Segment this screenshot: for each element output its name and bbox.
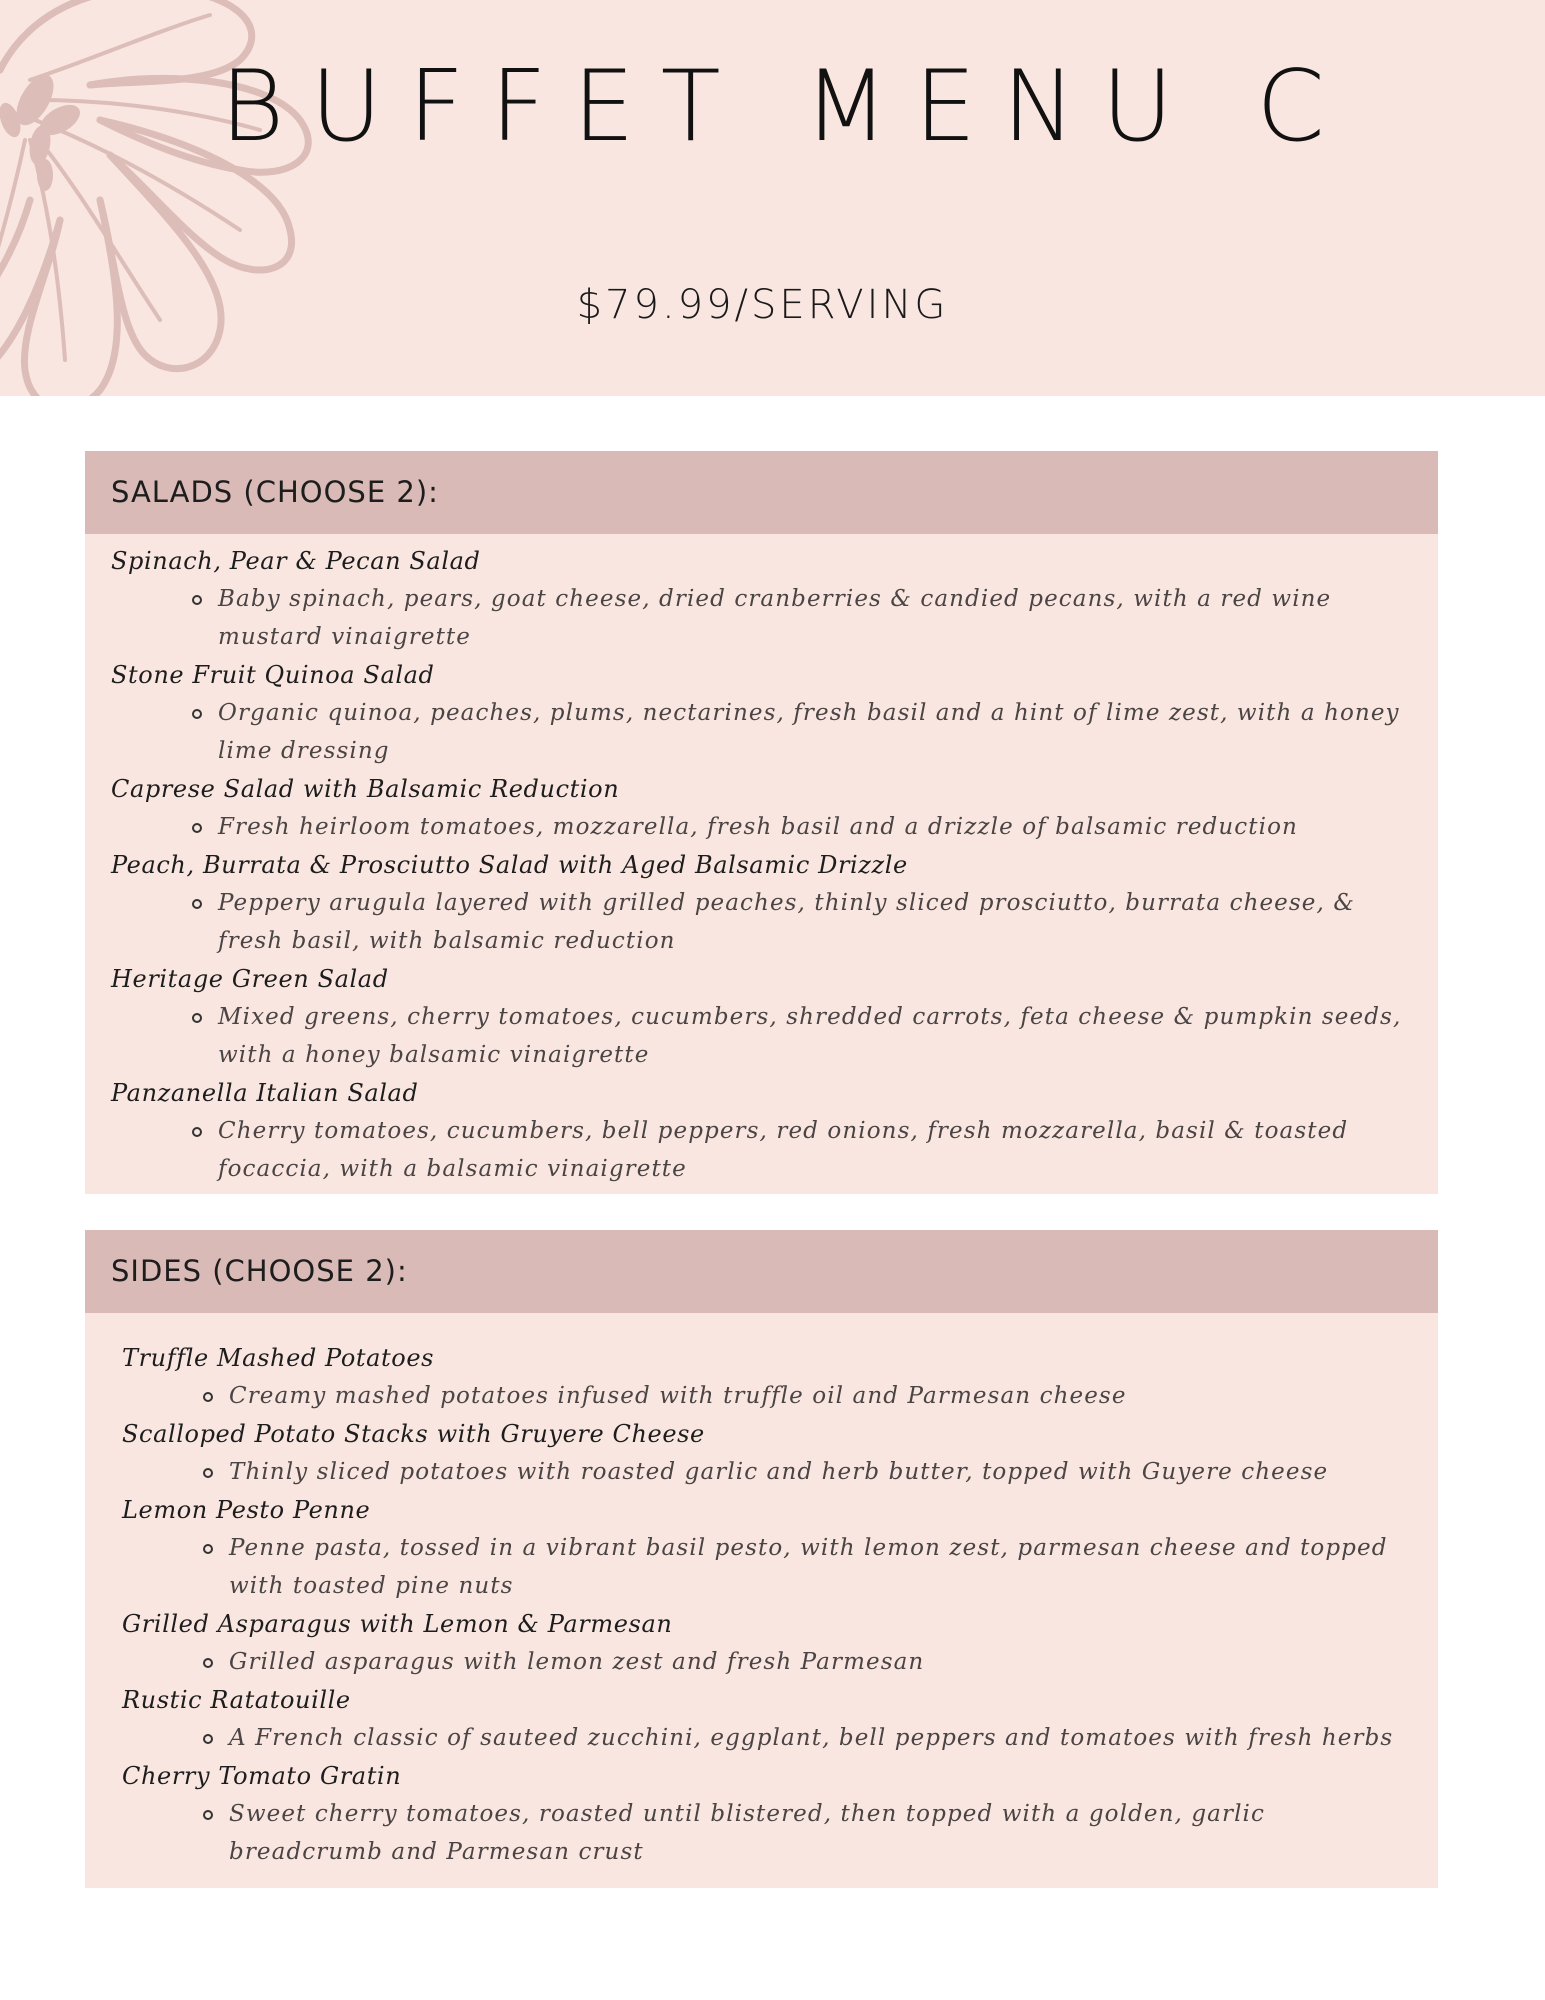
dish-name: Scalloped Potato Stacks with Gruyere Cheese bbox=[122, 1420, 705, 1448]
list-item bbox=[122, 1491, 1438, 1605]
sides-section bbox=[85, 1230, 1438, 1888]
dish-description: Organic quinoa, peaches, plums, nectarines, fresh basil and a hint of lime zest, with a honey lime dressing bbox=[111, 694, 1438, 770]
list-item bbox=[122, 1339, 1438, 1415]
list-item bbox=[111, 960, 1438, 1074]
dish-name: Heritage Green Salad bbox=[111, 965, 389, 993]
dish-description: Baby spinach, pears, goat cheese, dried cranberries & candied pecans, with a red wine mustard vinaigrette bbox=[111, 580, 1438, 656]
bullet-icon bbox=[203, 1468, 213, 1478]
dish-name: Rustic Ratatouille bbox=[122, 1686, 351, 1714]
dish-description: Penne pasta, tossed in a vibrant basil pesto, with lemon zest, parmesan cheese and topped with toasted pine nuts bbox=[122, 1529, 1438, 1605]
dish-description: Mixed greens, cherry tomatoes, cucumbers, shredded carrots, feta cheese & pumpkin seeds, with a honey balsamic vinaigrette bbox=[111, 998, 1438, 1074]
list-item bbox=[111, 542, 1438, 656]
bullet-icon bbox=[192, 709, 202, 719]
bullet-icon bbox=[203, 1810, 213, 1820]
dish-name: Lemon Pesto Penne bbox=[122, 1496, 371, 1524]
list-item bbox=[122, 1605, 1438, 1681]
sides-heading: SIDES (CHOOSE 2): bbox=[85, 1230, 1438, 1313]
dish-description: Creamy mashed potatoes infused with truffle oil and Parmesan cheese bbox=[122, 1377, 1438, 1415]
bullet-icon bbox=[192, 1013, 202, 1023]
dish-name: Caprese Salad with Balsamic Reduction bbox=[111, 775, 620, 803]
salads-list bbox=[85, 534, 1438, 1188]
dish-description: Peppery arugula layered with grilled peaches, thinly sliced prosciutto, burrata cheese, & fresh basil, with balsamic reduction bbox=[111, 884, 1438, 960]
dish-description: Grilled asparagus with lemon zest and fresh Parmesan bbox=[122, 1643, 1438, 1681]
dish-description: Fresh heirloom tomatoes, mozzarella, fresh basil and a drizzle of balsamic reduction bbox=[111, 808, 1438, 846]
menu-header bbox=[0, 0, 1545, 396]
bullet-icon bbox=[192, 899, 202, 909]
list-item bbox=[111, 1074, 1438, 1188]
dish-description: Thinly sliced potatoes with roasted garlic and herb butter, topped with Guyere cheese bbox=[122, 1453, 1438, 1491]
list-item bbox=[122, 1757, 1438, 1871]
list-item bbox=[122, 1415, 1438, 1491]
menu-price: $79.99/SERVING bbox=[576, 282, 949, 328]
dish-name: Panzanella Italian Salad bbox=[111, 1079, 419, 1107]
list-item bbox=[111, 656, 1438, 770]
dish-name: Truffle Mashed Potatoes bbox=[122, 1344, 435, 1372]
bullet-icon bbox=[203, 1544, 213, 1554]
dish-description: A French classic of sauteed zucchini, eggplant, bell peppers and tomatoes with fresh herbs bbox=[122, 1719, 1438, 1757]
menu-title: BUFFET MENU C bbox=[220, 50, 1351, 164]
dish-name: Stone Fruit Quinoa Salad bbox=[111, 661, 435, 689]
salads-section bbox=[85, 451, 1438, 1194]
bullet-icon bbox=[203, 1734, 213, 1744]
sides-list bbox=[85, 1313, 1438, 1871]
dish-name: Cherry Tomato Gratin bbox=[122, 1762, 402, 1790]
dish-description: Sweet cherry tomatoes, roasted until blistered, then topped with a golden, garlic breadcrumb and Parmesan crust bbox=[122, 1795, 1438, 1871]
list-item bbox=[122, 1681, 1438, 1757]
dish-name: Grilled Asparagus with Lemon & Parmesan bbox=[122, 1610, 673, 1638]
dish-description: Cherry tomatoes, cucumbers, bell peppers, red onions, fresh mozzarella, basil & toasted focaccia, with a balsamic vinaigrette bbox=[111, 1112, 1438, 1188]
list-item bbox=[111, 846, 1438, 960]
dish-name: Peach, Burrata & Prosciutto Salad with Aged Balsamic Drizzle bbox=[111, 851, 908, 879]
dish-name: Spinach, Pear & Pecan Salad bbox=[111, 547, 481, 575]
list-item bbox=[111, 770, 1438, 846]
bullet-icon bbox=[203, 1658, 213, 1668]
bullet-icon bbox=[192, 823, 202, 833]
bullet-icon bbox=[192, 1127, 202, 1137]
salads-heading: SALADS (CHOOSE 2): bbox=[85, 451, 1438, 534]
bullet-icon bbox=[203, 1392, 213, 1402]
bullet-icon bbox=[192, 595, 202, 605]
